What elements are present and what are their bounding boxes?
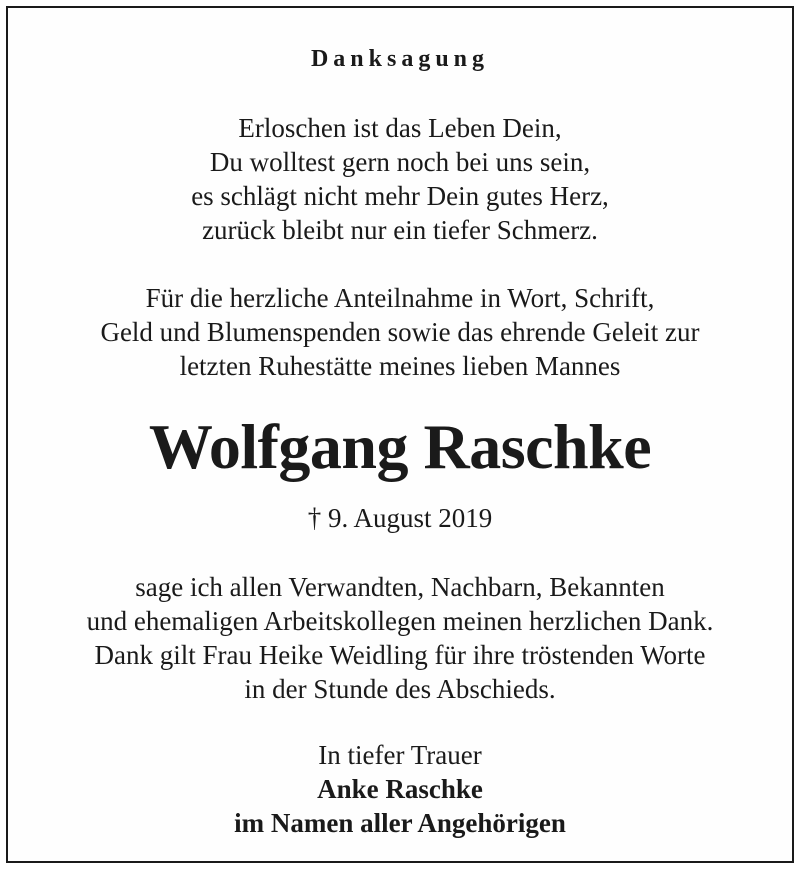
- poem: [8, 111, 792, 247]
- intro-line: letzten Ruhestätte meines lieben Mannes: [179, 351, 621, 381]
- closing-signature: [8, 738, 792, 840]
- obituary-frame: [6, 6, 794, 863]
- thanks-line: und ehemaligen Arbeitskollegen meinen herzlichen Dank.: [86, 606, 714, 636]
- mourning-line: In tiefer Trauer: [318, 740, 482, 770]
- thanks-line: Dank gilt Frau Heike Weidling für ihre tröstenden Worte: [94, 640, 706, 670]
- poem-line: es schlägt nicht mehr Dein gutes Herz,: [191, 181, 609, 211]
- intro-line: Für die herzliche Anteilnahme in Wort, Schrift,: [145, 283, 655, 313]
- poem-line: Erloschen ist das Leben Dein,: [238, 113, 562, 143]
- deceased-name: Wolfgang Raschke: [148, 411, 652, 482]
- heading: Danksagung: [310, 46, 490, 72]
- poem-line: Du wolltest gern noch bei uns sein,: [209, 147, 591, 177]
- intro-paragraph: [8, 281, 792, 383]
- signer-name: Anke Raschke: [317, 774, 483, 804]
- intro-line: Geld und Blumenspenden sowie das ehrende Geleit zur: [100, 317, 700, 347]
- death-date: † 9. August 2019: [307, 503, 493, 533]
- thanks-line: sage ich allen Verwandten, Nachbarn, Bekannten: [135, 572, 665, 602]
- family-line: im Namen aller Angehörigen: [234, 808, 566, 838]
- thanks-line: in der Stunde des Abschieds.: [244, 674, 556, 704]
- poem-line: zurück bleibt nur ein tiefer Schmerz.: [202, 215, 598, 245]
- thanks-paragraph: [8, 570, 792, 706]
